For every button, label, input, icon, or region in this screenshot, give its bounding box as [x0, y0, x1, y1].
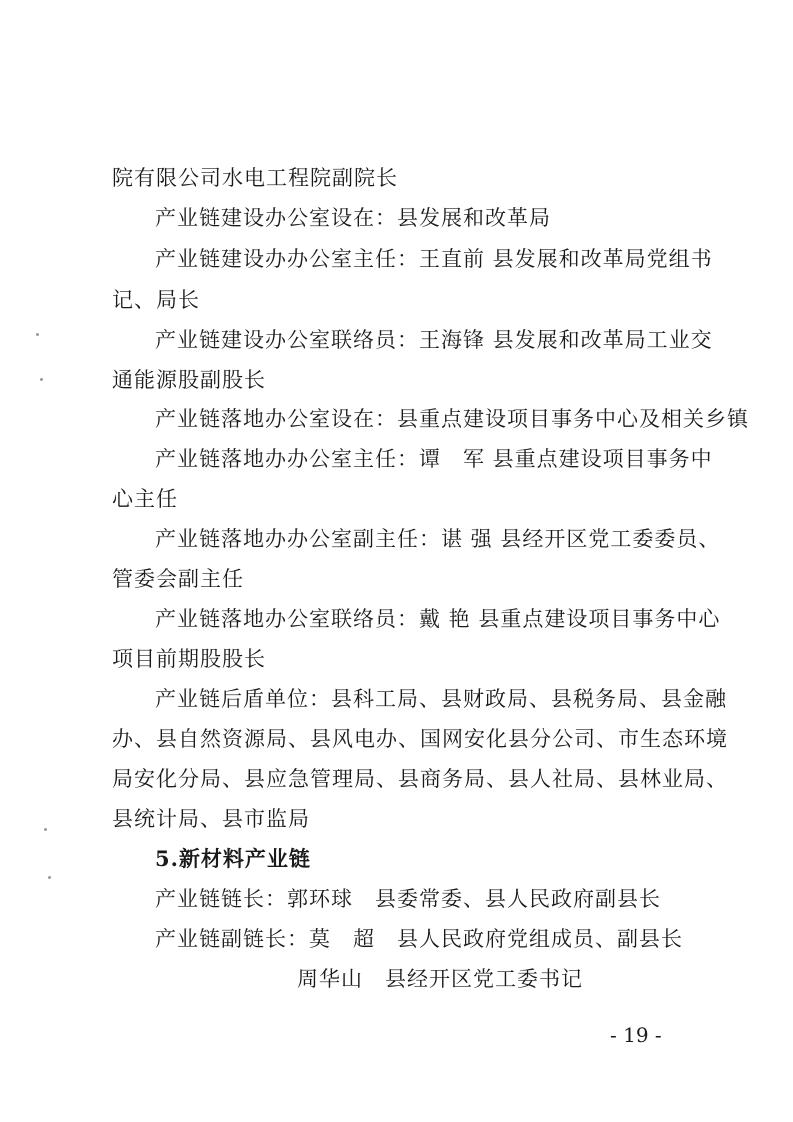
text-line-construction-office-director: 产业链建设办办公室主任：王直前 县发展和改革局党组书 [155, 247, 713, 271]
text-line-deputy-chain-leader: 产业链副链长：莫 超 县人民政府党组成员、副县长 [155, 927, 683, 951]
text-line-continuation: 管委会副主任 [112, 567, 244, 591]
text-line-landing-office-director: 产业链落地办办公室主任：谭 军 县重点建设项目事务中 [155, 447, 713, 471]
text-line-continuation: 县统计局、县市监局 [112, 807, 310, 831]
page-number: - 19 - [610, 1023, 662, 1047]
text-line-deputy-chain-leader-2: 周华山 县经开区党工委书记 [297, 967, 583, 991]
scan-speck [36, 333, 39, 336]
text-line-continuation: 心主任 [112, 487, 178, 511]
text-line-support-units: 产业链后盾单位：县科工局、县财政局、县税务局、县金融 [155, 687, 727, 711]
text-line-continuation: 院有限公司水电工程院副院长 [112, 166, 398, 190]
text-line-construction-office-liaison: 产业链建设办公室联络员：王海锋 县发展和改革局工业交 [155, 328, 713, 352]
text-line-continuation: 通能源股副股长 [112, 368, 266, 392]
text-line-construction-office-location: 产业链建设办公室设在：县发展和改革局 [155, 206, 551, 230]
text-line-continuation: 记、局长 [112, 288, 200, 312]
text-line-chain-leader: 产业链链长：郭环球 县委常委、县人民政府副县长 [155, 887, 661, 911]
scan-speck [44, 828, 47, 831]
text-line-landing-office-location: 产业链落地办公室设在：县重点建设项目事务中心及相关乡镇 [155, 407, 749, 431]
section-heading: 5.新材料产业链 [155, 846, 311, 871]
text-line-continuation: 局安化分局、县应急管理局、县商务局、县人社局、县林业局、 [112, 767, 728, 791]
text-line-landing-office-deputy-director: 产业链落地办办公室副主任：谌 强 县经开区党工委委员、 [155, 527, 721, 551]
text-line-continuation: 办、县自然资源局、县风电办、国网安化县分公司、市生态环境 [112, 727, 728, 751]
scan-speck [48, 876, 51, 879]
text-line-continuation: 项目前期股股长 [112, 647, 266, 671]
text-line-landing-office-liaison: 产业链落地办公室联络员：戴 艳 县重点建设项目事务中心 [155, 607, 721, 631]
scan-speck [40, 378, 43, 381]
